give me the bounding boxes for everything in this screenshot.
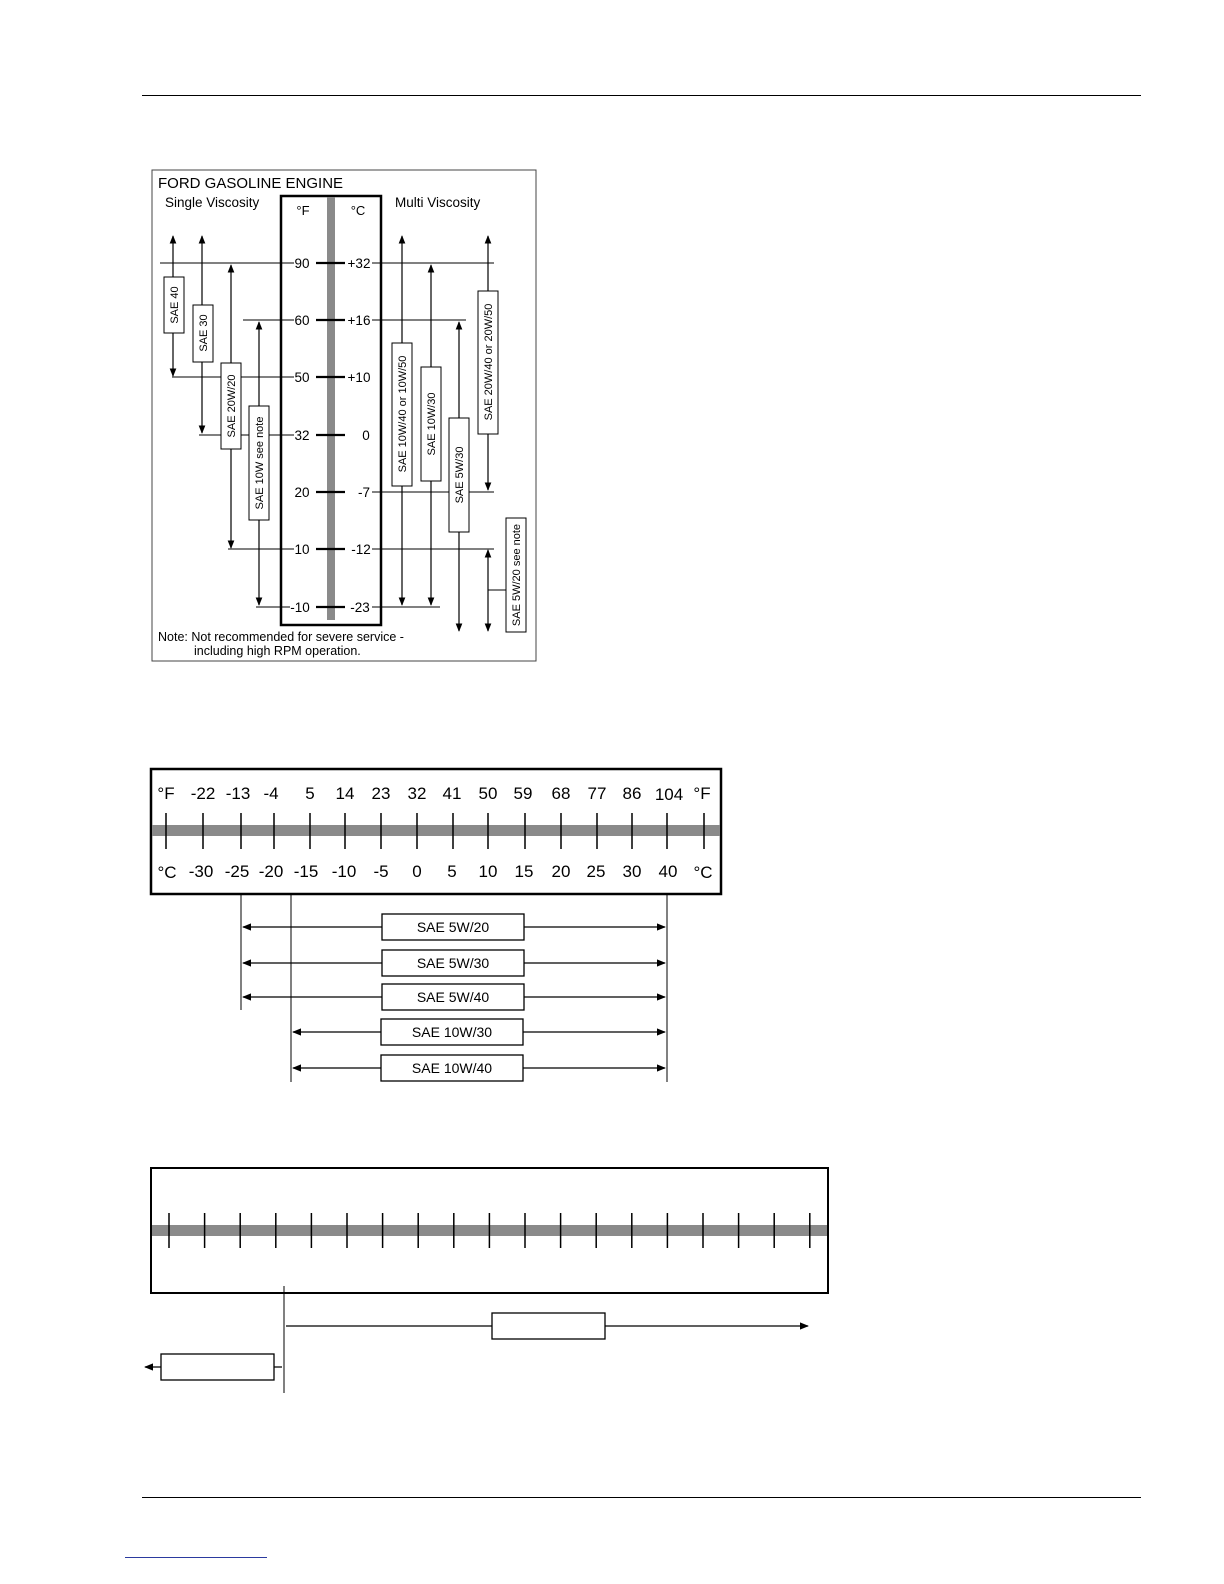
oil-grade-box <box>449 418 469 532</box>
oil-range <box>243 984 665 1010</box>
c-tick-label: -5 <box>373 862 389 881</box>
blank-label-box <box>492 1313 605 1339</box>
f-tick-label: 59 <box>513 784 533 803</box>
f-tick-label: 41 <box>442 784 462 803</box>
temperature-scale-chart <box>151 769 721 1082</box>
note-line-1: Note: Not recommended for severe service - <box>158 630 404 644</box>
oil-grade-label: SAE 20W/40 or 20W/50 <box>483 303 495 421</box>
c-tick-label: 20 <box>551 862 571 881</box>
oil-grade-box <box>506 518 526 632</box>
c-tick-label: -15 <box>293 862 319 881</box>
oil-range <box>293 1019 665 1045</box>
temp-f-label: 60 <box>294 313 310 328</box>
temp-c-label: 0 <box>362 428 370 443</box>
temp-f-label: 20 <box>294 485 310 500</box>
oil-range-label: SAE 5W/20 <box>416 919 490 935</box>
oil-grade-label: SAE 20W/20 <box>226 374 238 438</box>
oil-grade-box <box>478 291 498 434</box>
temp-f-label: 90 <box>294 256 310 271</box>
oil-grade-box <box>392 343 412 486</box>
oil-grade-box <box>164 277 184 333</box>
oil-grade-box <box>249 406 269 520</box>
ford-gasoline-chart <box>152 170 536 661</box>
oil-grade-label: SAE 5W/30 <box>454 446 466 504</box>
f-tick-label: 14 <box>335 784 355 803</box>
note-line-2: including high RPM operation. <box>194 644 361 658</box>
oil-grade-label: SAE 10W/30 <box>426 392 438 456</box>
oil-range-label: SAE 5W/30 <box>416 955 490 971</box>
f-tick-label: 86 <box>622 784 642 803</box>
f-tick-label: -4 <box>263 784 279 803</box>
oil-grade-box <box>193 305 213 362</box>
f-tick-label: 23 <box>371 784 391 803</box>
blank-temperature-scale-chart <box>145 1168 828 1393</box>
oil-range <box>243 914 665 940</box>
c-tick-label: 0 <box>412 862 422 881</box>
oil-range-label: SAE 5W/40 <box>416 989 490 1005</box>
blank-label-box <box>161 1354 274 1380</box>
f-tick-label: -13 <box>225 784 251 803</box>
f-tick-label: 77 <box>587 784 607 803</box>
f-tick-label: 104 <box>654 785 684 804</box>
scale-c-unit-right: °C <box>693 863 713 882</box>
temp-f-label: 32 <box>294 428 310 443</box>
f-tick-label: -22 <box>190 784 216 803</box>
c-tick-label: -20 <box>258 862 284 881</box>
oil-grade-label: SAE 40 <box>169 286 181 324</box>
scale-c-unit-left: °C <box>157 863 177 882</box>
temp-row <box>228 542 494 557</box>
c-tick-label: -25 <box>224 862 250 881</box>
oil-range <box>293 1055 665 1081</box>
temp-f-label: 50 <box>294 370 310 385</box>
temp-c-label: +32 <box>347 256 371 271</box>
f-tick-label: 5 <box>305 784 315 803</box>
c-tick-label: -30 <box>188 862 214 881</box>
ford-title: FORD GASOLINE ENGINE <box>158 175 344 192</box>
c-tick-label: 40 <box>658 862 678 881</box>
temp-c-label: +10 <box>347 370 371 385</box>
oil-range-label: SAE 10W/40 <box>411 1060 493 1076</box>
c-tick-label: 30 <box>622 862 642 881</box>
multi-viscosity-heading: Multi Viscosity <box>395 195 481 210</box>
temp-f-label: -10 <box>290 600 310 615</box>
f-tick-label: 50 <box>478 784 498 803</box>
temp-c-label: +16 <box>347 313 371 328</box>
oil-range-label: SAE 10W/30 <box>411 1024 493 1040</box>
fahrenheit-unit: °F <box>296 203 310 218</box>
f-tick-label: 32 <box>407 784 427 803</box>
temperature-scale-bar <box>327 197 335 620</box>
temp-c-label: -12 <box>351 542 371 557</box>
scale-f-unit-left: °F <box>157 784 175 803</box>
c-tick-label: 5 <box>447 862 457 881</box>
scale-bar <box>152 825 720 836</box>
temp-c-label: -7 <box>357 485 371 500</box>
oil-grade-label: SAE 30 <box>198 314 210 352</box>
f-tick-label: 68 <box>551 784 571 803</box>
oil-grade-box <box>421 367 441 481</box>
temp-c-label: -23 <box>350 600 370 615</box>
oil-grade-box <box>221 363 241 449</box>
oil-range <box>243 950 665 976</box>
oil-grade-label: SAE 5W/20 see note <box>511 523 523 627</box>
c-tick-label: 10 <box>478 862 498 881</box>
temp-f-label: 10 <box>294 542 310 557</box>
celsius-unit: °C <box>350 203 366 218</box>
scale-f-unit-right: °F <box>693 784 711 803</box>
c-tick-label: -10 <box>331 862 357 881</box>
single-viscosity-heading: Single Viscosity <box>165 195 260 210</box>
c-tick-label: 15 <box>514 862 534 881</box>
temp-row <box>243 313 466 328</box>
oil-grade-label: SAE 10W see note <box>254 416 266 510</box>
c-tick-label: 25 <box>586 862 606 881</box>
oil-grade-label: SAE 10W/40 or 10W/50 <box>397 355 409 473</box>
